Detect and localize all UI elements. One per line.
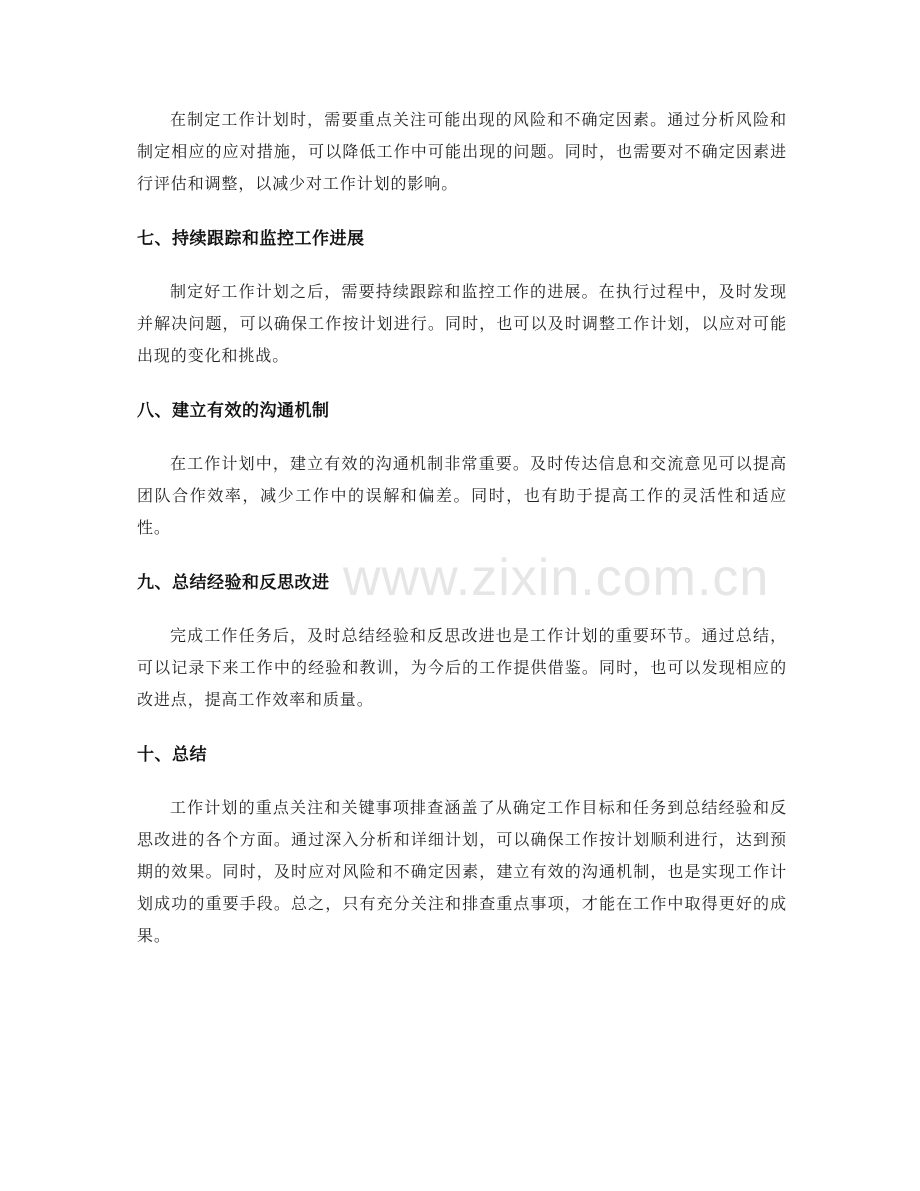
section-paragraph-7: 制定好工作计划之后，需要持续跟踪和监控工作的进展。在执行过程中，及时发现并解决问题，可以确保工作按计划进行。同时，也可以及时调整工作计划，以应对可能出现的变化和挑战。 — [137, 282, 787, 365]
section-paragraph-8: 在工作计划中，建立有效的沟通机制非常重要。及时传达信息和交流意见可以提高团队合作效率，减少工作中的误解和偏差。同时，也有助于提高工作的灵活性和适应性。 — [137, 454, 787, 537]
section-heading-9: 九、总结经验和反思改进 — [137, 573, 330, 593]
intro-paragraph: 在制定工作计划时，需要重点关注可能出现的风险和不确定因素。通过分析风险和制定相应的应对措施，可以降低工作中可能出现的问题。同时，也需要对不确定因素进行评估和调整，以减少对工作计划的影响。 — [137, 110, 787, 193]
section-heading-10: 十、总结 — [137, 745, 207, 765]
section-paragraph-10: 工作计划的重点关注和关键事项排查涵盖了从确定工作目标和任务到总结经验和反思改进的各个方面。通过深入分析和详细计划，可以确保工作按计划顺利进行，达到预期的效果。同时，及时应对风险和不确定因素，建立有效的沟通机制，也是实现工作计划成功的重要手段。总之，只有充分关注和排查重点事项，才能在工作中取得更好的成果。 — [137, 798, 787, 945]
section-heading-7: 七、持续跟踪和监控工作进展 — [137, 229, 365, 249]
section-paragraph-9: 完成工作任务后，及时总结经验和反思改进也是工作计划的重要环节。通过总结，可以记录下来工作中的经验和教训，为今后的工作提供借鉴。同时，也可以发现相应的改进点，提高工作效率和质量。 — [137, 626, 787, 709]
document-body — [137, 104, 787, 952]
watermark: www.zixin.com.cn — [343, 549, 770, 607]
section-heading-8: 八、建立有效的沟通机制 — [137, 401, 330, 421]
